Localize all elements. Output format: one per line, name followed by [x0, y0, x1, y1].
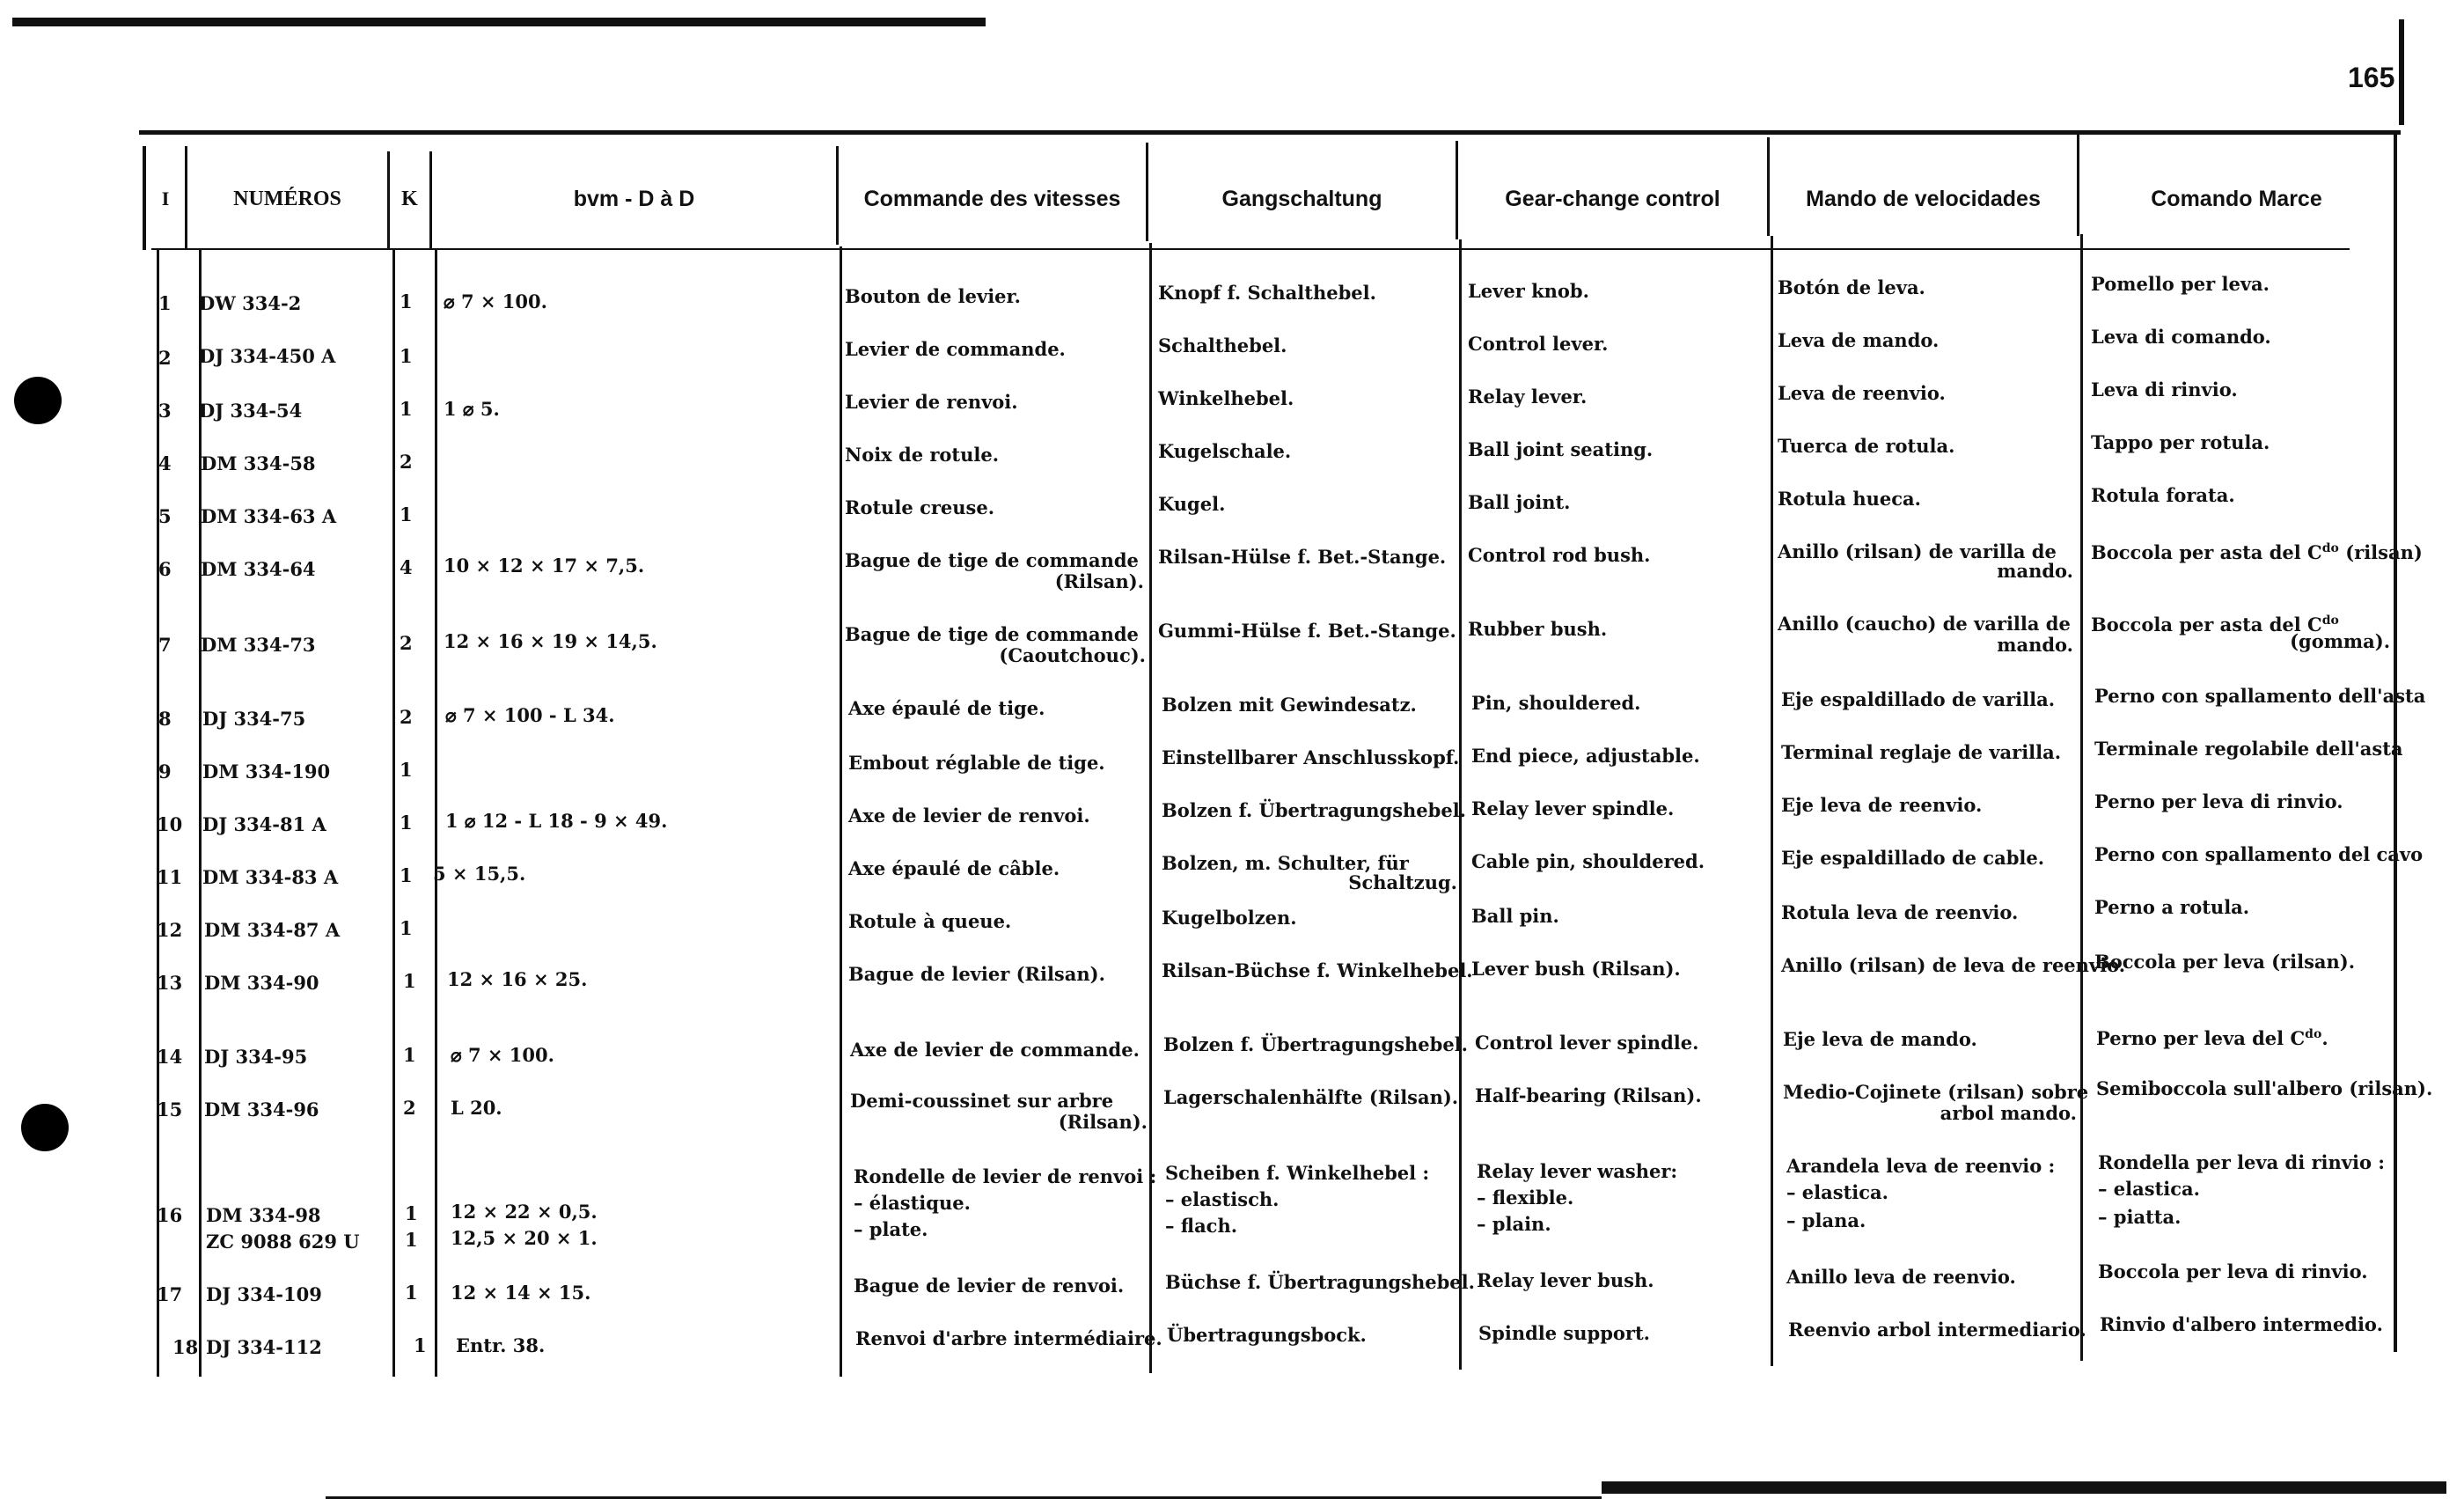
row-german: Bolzen f. Übertragungshebel.: [1163, 1033, 1468, 1055]
row-spanish: Reenvio arbol intermediario.: [1788, 1319, 2086, 1341]
row-spanish: Rotula hueca.: [1778, 488, 1921, 510]
row-spanish-cont: mando.: [1997, 634, 2073, 656]
row-french: Axe de levier de commande.: [850, 1039, 1140, 1061]
row-qty: 1: [400, 759, 413, 781]
row-part-number: DJ 334-109: [206, 1283, 322, 1305]
row-dimensions: ⌀ 7 × 100.: [451, 1044, 554, 1066]
row-index: 4: [158, 452, 172, 474]
row-italian: Perno per leva del $C^{do}$.: [2096, 1027, 2328, 1049]
row-qty: 4: [400, 556, 413, 578]
row-french-cont: (Rilsan).: [1058, 1111, 1148, 1133]
row-dimensions: 12 × 16 × 25.: [447, 968, 588, 990]
row-dimensions: 12 × 16 × 19 × 14,5.: [444, 630, 657, 652]
row-dimensions-2: 12,5 × 20 × 1.: [451, 1227, 598, 1249]
top-edge-bar: [12, 18, 986, 26]
row-english-a: – flexible.: [1477, 1187, 1574, 1209]
row-spanish: Medio-Cojinete (rilsan) sobre: [1783, 1081, 2089, 1103]
row-dimensions: 12 × 22 × 0,5.: [451, 1201, 598, 1223]
row-german: Bolzen mit Gewindesatz.: [1162, 694, 1417, 716]
row-french: Noix de rotule.: [845, 444, 1000, 466]
row-italian: Semiboccola sull'albero (rilsan).: [2096, 1077, 2433, 1099]
row-italian: Leva di rinvio.: [2091, 378, 2238, 400]
row-german: Kugelschale.: [1158, 440, 1292, 462]
row-index: 8: [158, 708, 172, 730]
row-italian-a: – elastica.: [2098, 1178, 2200, 1200]
row-english: Ball joint.: [1468, 491, 1571, 513]
row-part-number-2: ZC 9088 629 U: [206, 1231, 360, 1253]
row-qty: 2: [400, 451, 413, 473]
row-french-a: – élastique.: [854, 1192, 971, 1214]
row-qty: 1: [414, 1334, 427, 1356]
row-qty-2: 1: [405, 1229, 418, 1251]
row-part-number: DM 334-73: [201, 634, 316, 656]
row-italian: Pomello per leva.: [2091, 273, 2270, 295]
row-italian: Rinvio d'albero intermedio.: [2100, 1313, 2383, 1335]
row-index: 9: [158, 761, 172, 783]
row-part-number: DM 334-87 A: [204, 919, 341, 941]
row-german: Kugel.: [1158, 493, 1226, 515]
row-german: Knopf f. Schalthebel.: [1158, 282, 1376, 304]
body-col-rule: [840, 246, 842, 1377]
row-index: 12: [157, 919, 183, 941]
row-spanish: Terminal reglaje de varilla.: [1781, 741, 2062, 763]
row-spanish-b: – plana.: [1786, 1209, 1866, 1231]
header-spanish: Mando de velocidades: [1806, 186, 2041, 211]
row-italian: Perno a rotula.: [2094, 896, 2250, 918]
row-part-number: DJ 334-95: [204, 1046, 308, 1068]
row-qty: 1: [400, 398, 413, 420]
row-english: Control lever.: [1468, 333, 1609, 355]
row-italian: Rondella per leva di rinvio :: [2098, 1151, 2386, 1173]
row-french-cont: (Caoutchouc).: [999, 644, 1146, 666]
row-french: Bague de levier de renvoi.: [854, 1275, 1125, 1297]
row-german-a: – elastisch.: [1165, 1188, 1280, 1210]
row-french: Axe de levier de renvoi.: [848, 805, 1090, 827]
row-german: Einstellbarer Anschlusskopf.: [1162, 746, 1460, 768]
row-part-number: DM 334-58: [201, 452, 316, 474]
body-col-rule: [392, 250, 395, 1377]
row-french: Bague de tige de commande: [845, 549, 1139, 571]
row-italian: Perno per leva di rinvio.: [2094, 790, 2343, 812]
row-index: 14: [157, 1046, 183, 1068]
row-qty: 1: [405, 1202, 418, 1224]
row-german: Rilsan-Hülse f. Bet.-Stange.: [1158, 546, 1447, 568]
row-italian: Boccola per asta del $C^{do}$: [2091, 614, 2339, 636]
header-dimensions: bvm - D à D: [573, 186, 695, 211]
row-qty: 1: [403, 970, 416, 992]
row-german: Lagerschalenhälfte (Rilsan).: [1163, 1086, 1459, 1108]
row-english: Relay lever.: [1468, 386, 1588, 408]
row-italian: Perno con spallamento dell'asta: [2094, 685, 2426, 707]
row-dimensions: ⌀ 7 × 100.: [444, 290, 547, 312]
row-dimensions: L 20.: [451, 1097, 502, 1119]
row-index: 15: [157, 1099, 183, 1121]
bottom-edge-bar: [1602, 1481, 2446, 1494]
row-index: 7: [158, 634, 172, 656]
row-part-number: DJ 334-54: [199, 400, 303, 422]
row-index: 17: [157, 1283, 183, 1305]
row-qty: 2: [400, 706, 413, 728]
row-german: Büchse f. Übertragungshebel.: [1165, 1271, 1475, 1293]
row-french: Demi-coussinet sur arbre: [850, 1090, 1114, 1112]
row-part-number: DM 334-63 A: [201, 505, 337, 527]
row-part-number: DM 334-98: [206, 1204, 321, 1226]
row-dimensions: 5 × 15,5.: [433, 863, 526, 885]
header-qty: K: [401, 187, 418, 210]
row-qty: 1: [400, 503, 413, 525]
page-number: 165: [2348, 62, 2395, 93]
row-english: Relay lever spindle.: [1471, 797, 1675, 819]
row-french-b: – plate.: [854, 1218, 928, 1240]
row-german: Schalthebel.: [1158, 334, 1287, 356]
row-german: Übertragungsbock.: [1167, 1324, 1367, 1346]
row-part-number: DJ 334-450 A: [199, 345, 336, 367]
row-spanish: Eje leva de mando.: [1783, 1028, 1977, 1050]
row-english: Pin, shouldered.: [1471, 692, 1641, 714]
row-spanish: Anillo (rilsan) de leva de reenvio.: [1781, 954, 2126, 976]
row-index: 11: [157, 866, 183, 888]
row-spanish-a: – elastica.: [1786, 1181, 1888, 1203]
row-english: Relay lever washer:: [1477, 1160, 1678, 1182]
row-spanish: Tuerca de rotula.: [1778, 435, 1955, 457]
row-english: Half-bearing (Rilsan).: [1475, 1084, 1702, 1106]
row-english: Spindle support.: [1478, 1322, 1650, 1344]
row-part-number: DJ 334-112: [206, 1336, 322, 1358]
row-english: Relay lever bush.: [1477, 1269, 1654, 1291]
row-spanish: Eje espaldillado de cable.: [1781, 847, 2045, 869]
row-index: 18: [172, 1336, 199, 1358]
row-english: Ball pin.: [1471, 905, 1559, 927]
row-spanish: Eje leva de reenvio.: [1781, 794, 1983, 816]
row-index: 1: [158, 292, 172, 314]
row-spanish: Arandela leva de reenvio :: [1786, 1155, 2056, 1177]
row-spanish-cont: mando.: [1997, 560, 2073, 582]
row-dimensions: 10 × 12 × 17 × 7,5.: [444, 555, 645, 577]
row-german-cont: Schaltzug.: [1348, 871, 1457, 893]
row-qty: 2: [403, 1097, 416, 1119]
row-index: 3: [158, 400, 172, 422]
row-italian: Leva di comando.: [2091, 326, 2271, 348]
row-german: Bolzen f. Übertragungshebel.: [1162, 799, 1466, 821]
row-german: Scheiben f. Winkelhebel :: [1165, 1162, 1430, 1184]
row-french: Rotule à queue.: [848, 910, 1012, 932]
row-qty: 1: [405, 1282, 418, 1304]
row-german: Kugelbolzen.: [1162, 907, 1297, 929]
row-part-number: DM 334-64: [201, 558, 316, 580]
row-italian-cont: (gomma).: [2290, 630, 2390, 652]
row-italian: Rotula forata.: [2091, 484, 2235, 506]
row-english: Control rod bush.: [1468, 544, 1651, 566]
header-german: Gangschaltung: [1221, 186, 1382, 211]
row-spanish: Botón de leva.: [1778, 276, 1925, 298]
row-spanish: Anillo (caucho) de varilla de: [1778, 613, 2071, 635]
row-german: Rilsan-Büchse f. Winkelhebel.: [1162, 959, 1473, 981]
row-index: 10: [157, 813, 183, 835]
header-italian: Comando Marce: [2151, 186, 2322, 211]
row-index: 6: [158, 558, 172, 580]
row-italian-b: – piatta.: [2098, 1206, 2182, 1228]
row-english: Cable pin, shouldered.: [1471, 850, 1705, 872]
row-german-b: – flach.: [1165, 1215, 1238, 1237]
row-part-number: DM 334-190: [202, 761, 331, 783]
row-spanish: Anillo leva de reenvio.: [1786, 1266, 2016, 1288]
row-italian: Terminale regolabile dell'asta: [2094, 738, 2403, 760]
row-french: Levier de commande.: [845, 338, 1066, 360]
binder-hole-bottom: [21, 1104, 69, 1151]
row-english-b: – plain.: [1477, 1213, 1551, 1235]
row-part-number: DJ 334-75: [202, 708, 306, 730]
row-qty: 1: [400, 345, 413, 367]
row-part-number: DM 334-90: [204, 972, 319, 994]
row-qty: 1: [400, 864, 413, 886]
row-part-number: DJ 334-81 A: [202, 813, 326, 835]
row-qty: 2: [400, 632, 413, 654]
row-qty: 1: [400, 812, 413, 834]
row-english: Ball joint seating.: [1468, 438, 1654, 460]
row-french: Bague de levier (Rilsan).: [848, 963, 1105, 985]
row-spanish-cont: arbol mando.: [1940, 1102, 2077, 1124]
row-dimensions: 1 ⌀ 5.: [444, 398, 500, 420]
row-index: 13: [157, 972, 183, 994]
row-french: Bague de tige de commande: [845, 623, 1139, 645]
row-index: 2: [158, 347, 172, 369]
body-col-rule: [2080, 234, 2083, 1361]
row-french: Rotule creuse.: [845, 496, 995, 518]
row-italian: Perno con spallamento del cavo: [2094, 843, 2424, 865]
header-numbers: NUMÉROS: [233, 187, 341, 210]
row-spanish: Anillo (rilsan) de varilla de: [1778, 540, 2057, 562]
row-french: Levier de renvoi.: [845, 391, 1018, 413]
row-french: Bouton de levier.: [845, 285, 1021, 307]
row-english: Rubber bush.: [1468, 618, 1608, 640]
row-english: Control lever spindle.: [1475, 1032, 1699, 1054]
row-spanish: Rotula leva de reenvio.: [1781, 901, 2019, 923]
row-part-number: DM 334-96: [204, 1099, 319, 1121]
header-english: Gear-change control: [1505, 186, 1720, 211]
binder-hole-top: [14, 377, 62, 424]
right-edge-bar: [2399, 19, 2404, 125]
row-spanish: Leva de mando.: [1778, 329, 1940, 351]
row-italian: Boccola per asta del $C^{do}$ (rilsan): [2091, 541, 2423, 563]
body-col-rule: [435, 250, 437, 1377]
row-german: Bolzen, m. Schulter, für: [1162, 852, 1409, 874]
table-top-rule: [139, 130, 2401, 135]
row-index: 5: [158, 505, 172, 527]
row-german: Gummi-Hülse f. Bet.-Stange.: [1158, 620, 1456, 642]
row-german: Winkelhebel.: [1158, 387, 1294, 409]
row-french: Axe épaulé de tige.: [848, 697, 1045, 719]
row-french: Renvoi d'arbre intermédiaire.: [855, 1327, 1162, 1349]
row-french: Rondelle de levier de renvoi :: [854, 1165, 1157, 1187]
row-qty: 1: [400, 290, 413, 312]
row-part-number: DM 334-83 A: [202, 866, 339, 888]
row-dimensions: ⌀ 7 × 100 - L 34.: [445, 704, 615, 726]
row-qty: 1: [403, 1044, 416, 1066]
row-english: End piece, adjustable.: [1471, 745, 1700, 767]
row-dimensions: Entr. 38.: [456, 1334, 546, 1356]
row-italian: Boccola per leva (rilsan).: [2094, 951, 2356, 973]
header-index: I: [161, 187, 170, 209]
row-spanish: Leva de reenvio.: [1778, 382, 1946, 404]
row-french: Axe épaulé de câble.: [848, 857, 1060, 879]
row-part-number: DW 334-2: [199, 292, 302, 314]
row-english: Lever knob.: [1468, 280, 1589, 302]
row-qty: 1: [400, 917, 413, 939]
row-italian: Tappo per rotula.: [2091, 431, 2270, 453]
row-english: Lever bush (Rilsan).: [1471, 958, 1681, 980]
body-col-rule: [1149, 243, 1152, 1373]
row-italian: Boccola per leva di rinvio.: [2098, 1260, 2368, 1282]
body-col-rule: [1771, 236, 1773, 1366]
row-spanish: Eje espaldillado de varilla.: [1781, 688, 2056, 710]
row-french: Embout réglable de tige.: [848, 752, 1105, 774]
header-french: Commande des vitesses: [863, 186, 1121, 211]
row-dimensions: 12 × 14 × 15.: [451, 1282, 591, 1304]
row-index: 16: [157, 1204, 183, 1226]
row-french-cont: (Rilsan).: [1054, 570, 1144, 592]
row-dimensions: 1 ⌀ 12 - L 18 - 9 × 49.: [445, 810, 668, 832]
